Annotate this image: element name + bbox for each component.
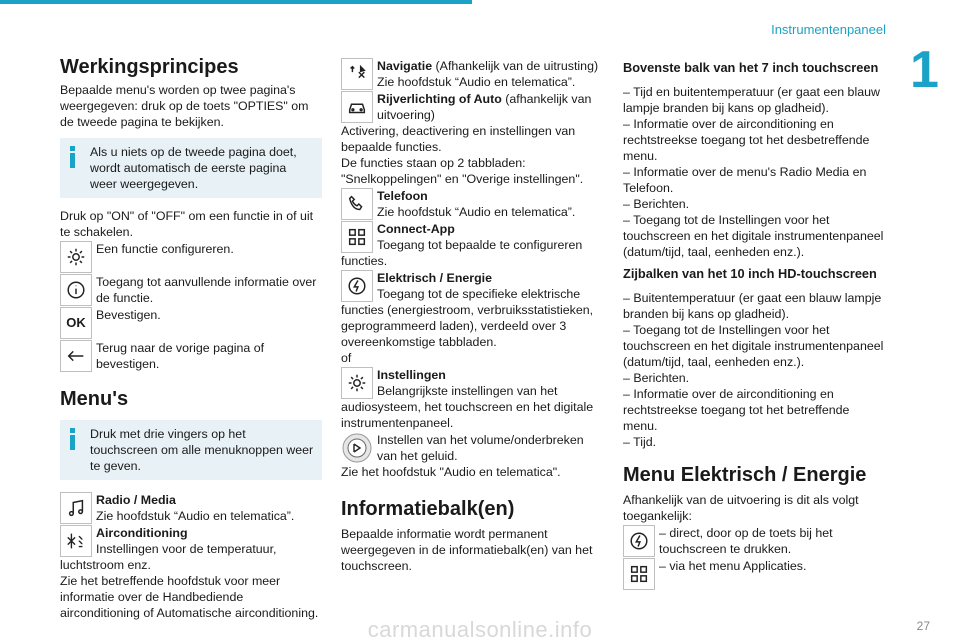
menu-radio [60, 492, 322, 524]
menu-text: Zie hoofdstuk “Audio en telematica”. [377, 75, 576, 89]
menu-title: Radio / Media [96, 493, 176, 507]
menu-volume [341, 432, 605, 480]
lightning-icon [341, 270, 373, 302]
list-item: – Buitentemperatuur (er gaat een blauw lampje branden bij kans op gladheid). [623, 291, 882, 321]
lightning-icon [623, 525, 655, 557]
list-item: – Tijd. [623, 435, 657, 449]
item-back [60, 340, 322, 372]
list-item: – Informatie over de menu's Radio Media en Telefoon. [623, 165, 867, 195]
menu-title: Airconditioning [96, 526, 188, 540]
page-number: 27 [916, 619, 930, 633]
menu-airco [60, 525, 322, 621]
menu-text: Zie het betreffende hoofdstuk voor meer informatie over de Handbediende airconditioning of Automatische airconditioning. [60, 574, 319, 620]
item-text: Toegang tot aanvullende informatie over de functie. [96, 275, 317, 305]
menu-title: Elektrisch / Energie [377, 271, 493, 285]
chapter-tab [902, 40, 960, 104]
navigation-icon [341, 58, 373, 90]
energy-intro: Afhankelijk van de uitvoering is dit als volgt toegankelijk: [623, 493, 859, 523]
item-text: Bevestigen. [96, 308, 161, 322]
item-info [60, 274, 322, 306]
or-text: of [341, 351, 352, 365]
item-text: Terug naar de vorige pagina of bevestigen. [96, 341, 265, 371]
menu-subtitle: (afhankelijk van uitvoering) [377, 92, 592, 122]
back-arrow-icon [60, 340, 92, 372]
menu-lighting [341, 91, 605, 187]
info-note [60, 420, 322, 480]
menu-text: Instellen van het volume/onderbreken van het geluid. [377, 433, 584, 463]
item-configure [60, 241, 322, 273]
heading-top-bar: Bovenste balk van het 7 inch touchscreen [623, 60, 879, 75]
info-icon [60, 274, 92, 306]
menu-title: Instellingen [377, 368, 446, 382]
list-item: – Informatie over de airconditioning en rechtstreekse toegang tot het desbetreffende menu. [623, 117, 870, 163]
info-note [60, 138, 322, 198]
side-bar-list [623, 290, 885, 450]
menu-title: Navigatie [377, 59, 433, 73]
energy-option-apps [623, 558, 885, 590]
list-item: – Toegang tot de Instellingen voor het touchscreen en het digitale instrumentenpaneel (datum/tijd, taal, eenheden enz.). [623, 213, 884, 259]
item-ok [60, 307, 322, 339]
list-item: – Berichten. [623, 197, 690, 211]
music-note-icon [60, 492, 92, 524]
chapter-number: 1 [910, 41, 939, 99]
apps-grid-icon [623, 558, 655, 590]
menu-text: Zie hoofdstuk “Audio en telematica”. [96, 509, 295, 523]
menu-title: Telefoon [377, 189, 428, 203]
column-1 [60, 54, 322, 621]
option-text: – via het menu Applicaties. [659, 559, 807, 573]
menu-text: Activering, deactivering en instellingen van bepaalde functies. [341, 124, 576, 154]
list-item: – Informatie over de airconditioning en rechtstreekse toegang tot het betreffende menu. [623, 387, 850, 433]
volume-knob-icon [341, 432, 373, 464]
top-bar-list [623, 84, 885, 260]
menu-text: Belangrijkste instellingen van het audiosysteem, het touchscreen en het digitale instrumentenpaneel. [341, 384, 594, 430]
infobar-paragraph: Bepaalde informatie wordt permanent weergegeven in de informatiebalk(en) van het touchscreen. [341, 527, 593, 573]
menu-title: Connect-App [377, 222, 455, 236]
list-item: – Berichten. [623, 371, 690, 385]
heading-menus: Menu's [60, 388, 129, 410]
watermark: carmanualsonline.info [367, 617, 593, 642]
menu-text: Toegang tot bepaalde te configureren functies. [341, 238, 583, 268]
menu-text: Zie het hoofdstuk "Audio en telematica". [341, 465, 561, 479]
menu-subtitle: (Afhankelijk van de uitrusting) [435, 59, 599, 73]
menu-title: Rijverlichting of Auto [377, 92, 502, 106]
list-item: – Toegang tot de Instellingen voor het touchscreen en het digitale instrumentenpaneel (datum/tijd, taal, eenheden enz.). [623, 323, 884, 369]
menu-settings [341, 367, 605, 431]
air-conditioning-icon [60, 525, 92, 557]
gear-icon [341, 367, 373, 399]
menu-energy [341, 270, 605, 366]
menu-text: Toegang tot de specifieke elektrische functies (energiestroom, verbruiksstatistieken, geprogrammeerd laden), verdeeld over 3 overeenkomstige tabbladen. [341, 287, 594, 349]
column-3 [623, 60, 885, 590]
ok-icon: OK [60, 307, 92, 339]
apps-grid-icon [341, 221, 373, 253]
heading-side-bars: Zijbalken van het 10 inch HD-touchscreen [623, 266, 877, 281]
info-i-icon [70, 146, 75, 168]
intro-paragraph: Bepaalde menu's worden op twee pagina's weergegeven: druk op de toets "OPTIES" om de tweede pagina te bekijken. [60, 83, 309, 129]
item-text: Een functie configureren. [96, 242, 234, 256]
list-item: – Tijd en buitentemperatuur (er gaat een blauw lampje branden bij kans op gladheid). [623, 85, 880, 115]
column-2 [341, 58, 605, 574]
note-text: Als u niets op de tweede pagina doet, wordt automatisch de eerste pagina weer weergegeven. [90, 145, 297, 191]
energy-option-direct [623, 525, 885, 557]
section-header: Instrumentenpaneel [771, 22, 886, 37]
heading-energy-menu: Menu Elektrisch / Energie [623, 464, 867, 486]
info-i-icon [70, 428, 75, 450]
phone-icon [341, 188, 373, 220]
menu-navigation [341, 58, 605, 90]
heading-werkingsprincipes: Werkingsprincipes [60, 56, 239, 78]
option-text: – direct, door op de toets bij het touchscreen te drukken. [659, 526, 833, 556]
menu-text: Zie hoofdstuk “Audio en telematica”. [377, 205, 576, 219]
gear-icon [60, 241, 92, 273]
menu-phone [341, 188, 605, 220]
car-icon [341, 91, 373, 123]
menu-text: Instellingen voor de temperatuur, luchtstroom enz. [60, 542, 277, 572]
top-accent-bar [0, 0, 472, 4]
tabs-text: De functies staan op 2 tabbladen: "Snelkoppelingen" en "Overige instellingen". [341, 156, 584, 186]
heading-informatiebalk: Informatiebalk(en) [341, 498, 515, 520]
menu-connect-app [341, 221, 605, 269]
onoff-paragraph: Druk op "ON" of "OFF" om een functie in of uit te schakelen. [60, 209, 314, 239]
note-text: Druk met drie vingers op het touchscreen om alle menuknoppen weer te geven. [90, 427, 314, 473]
